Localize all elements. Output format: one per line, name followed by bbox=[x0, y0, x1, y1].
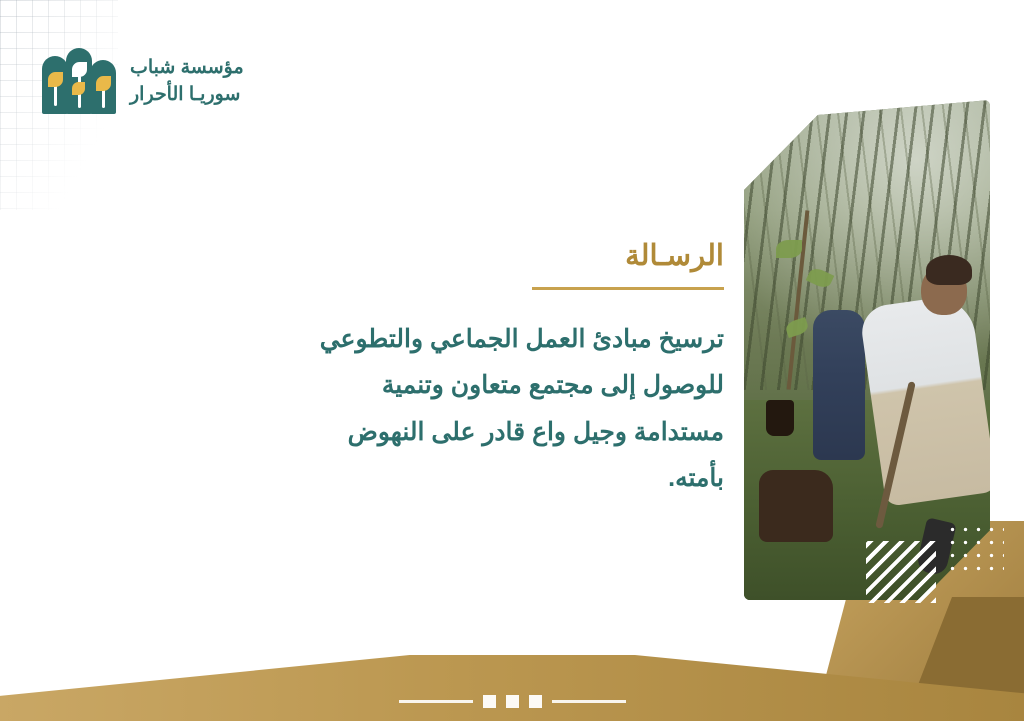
bar-line-right bbox=[552, 700, 626, 703]
dot-matrix-decoration bbox=[946, 523, 1004, 573]
bar-line-left bbox=[399, 700, 473, 703]
bar-square-3 bbox=[483, 695, 496, 708]
diagonal-hatch-decoration bbox=[866, 541, 936, 603]
logo-name-line-2: سوريـا الأحرار bbox=[130, 84, 241, 105]
bottom-bar-ornament bbox=[0, 681, 1024, 721]
mission-statement-text: ترسيخ مبادئ العمل الجماعي والتطوعي للوصول إلى مجتمع متعاون وتنمية مستدامة وجيل واع قادر على النهوض بأمته. bbox=[319, 325, 724, 492]
organization-logo bbox=[42, 48, 272, 114]
three-buildings-with-leaves-icon bbox=[42, 48, 116, 114]
bar-square-2 bbox=[506, 695, 519, 708]
page-title: الرسـالة bbox=[625, 240, 724, 272]
logo-name-line-1: مؤسسة شباب bbox=[130, 57, 244, 78]
logo-wordmark bbox=[130, 56, 244, 106]
bar-square-1 bbox=[529, 695, 542, 708]
slide-content bbox=[294, 238, 724, 501]
title-underline-rule bbox=[532, 287, 724, 290]
